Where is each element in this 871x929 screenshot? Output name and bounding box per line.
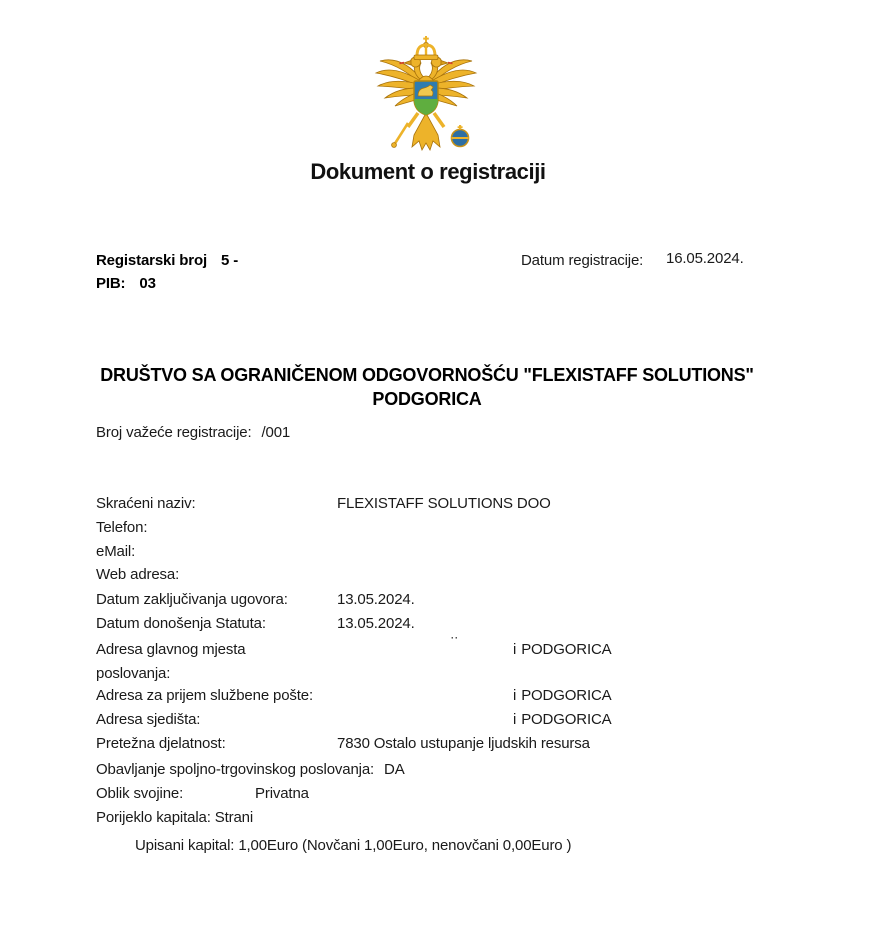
field-capital: Upisani kapital: 1,00Euro (Novčani 1,00Euro, nenovčani 0,00Euro ) <box>135 837 572 854</box>
registration-date-label: Datum registracije: <box>521 252 644 269</box>
main-activity-label: Pretežna djelatnost: <box>96 735 226 752</box>
capital-origin-label: Porijeklo kapitala: <box>96 809 211 826</box>
contract-date-label: Datum zaključivanja ugovora: <box>96 591 288 608</box>
seat-address-city: PODGORICA <box>521 711 612 728</box>
seat-address-label: Adresa sjedišta: <box>96 711 201 728</box>
short-name-value: FLEXISTAFF SOLUTIONS DOO <box>337 495 551 512</box>
valid-registration-row <box>96 423 290 442</box>
main-place-city: PODGORICA <box>521 641 612 658</box>
main-place-label-line2: poslovanja: <box>96 665 171 682</box>
field-email <box>96 542 135 561</box>
field-contract-date <box>96 590 415 609</box>
email-label: eMail: <box>96 543 136 560</box>
seat-address-redaction-remnant: i <box>513 711 517 728</box>
statute-date-value: 13.05.2024. <box>337 615 415 632</box>
field-statute-date <box>96 614 415 633</box>
main-place-redaction-remnant: i <box>513 641 517 658</box>
field-short-name <box>96 494 551 513</box>
mail-address-city: PODGORICA <box>521 687 612 704</box>
web-label: Web adresa: <box>96 566 180 583</box>
registry-number-label: Registarski broj <box>96 252 207 269</box>
foreign-trade-label: Obavljanje spoljno-trgovinskog poslovanja: <box>96 761 375 778</box>
valid-registration-value: /001 <box>261 424 291 441</box>
main-place-label-line1: Adresa glavnog mjesta <box>96 641 246 658</box>
company-name-heading <box>0 363 854 411</box>
field-foreign-trade <box>96 760 405 779</box>
montenegro-coat-of-arms-icon <box>372 35 482 155</box>
mail-address-redaction-remnant: i <box>513 687 517 704</box>
registration-date-value: 16.05.2024. <box>666 250 744 267</box>
ownership-value: Privatna <box>255 785 309 802</box>
field-main-place <box>96 640 612 659</box>
field-phone <box>96 518 147 537</box>
pib-row <box>96 274 156 293</box>
pib-label: PIB: <box>96 275 126 292</box>
main-place-value <box>513 640 612 659</box>
company-name-line2: PODGORICA <box>372 389 482 409</box>
foreign-trade-value: DA <box>384 761 405 778</box>
statute-date-label: Datum donošenja Statuta: <box>96 615 266 632</box>
field-mail-address <box>96 686 612 705</box>
registry-number-value: 5 - <box>220 252 239 269</box>
capital-origin-value: Strani <box>214 809 254 826</box>
pib-value: 03 <box>139 275 156 292</box>
mail-address-label: Adresa za prijem službene pošte: <box>96 687 313 704</box>
seat-address-value <box>513 710 612 729</box>
short-name-label: Skraćeni naziv: <box>96 495 196 512</box>
contract-date-value: 13.05.2024. <box>337 591 415 608</box>
field-ownership <box>96 784 309 803</box>
main-activity-value: 7830 Ostalo ustupanje ljudskih resursa <box>337 735 590 752</box>
registry-number-row <box>96 251 238 270</box>
ownership-label: Oblik svojine: <box>96 785 184 802</box>
field-web <box>96 565 179 584</box>
phone-label: Telefon: <box>96 519 148 536</box>
company-name-line1: DRUŠTVO SA OGRANIČENOM ODGOVORNOŠĆU "FLEXISTAFF SOLUTIONS" <box>100 365 754 385</box>
field-main-activity <box>96 734 590 753</box>
field-seat-address <box>96 710 612 729</box>
valid-registration-label: Broj važeće registracije: <box>96 424 252 441</box>
mail-address-value <box>513 686 612 705</box>
redaction-artifact: ·· <box>451 633 459 643</box>
document-title: Dokument o registraciji <box>310 159 546 184</box>
field-capital-origin <box>96 808 253 827</box>
